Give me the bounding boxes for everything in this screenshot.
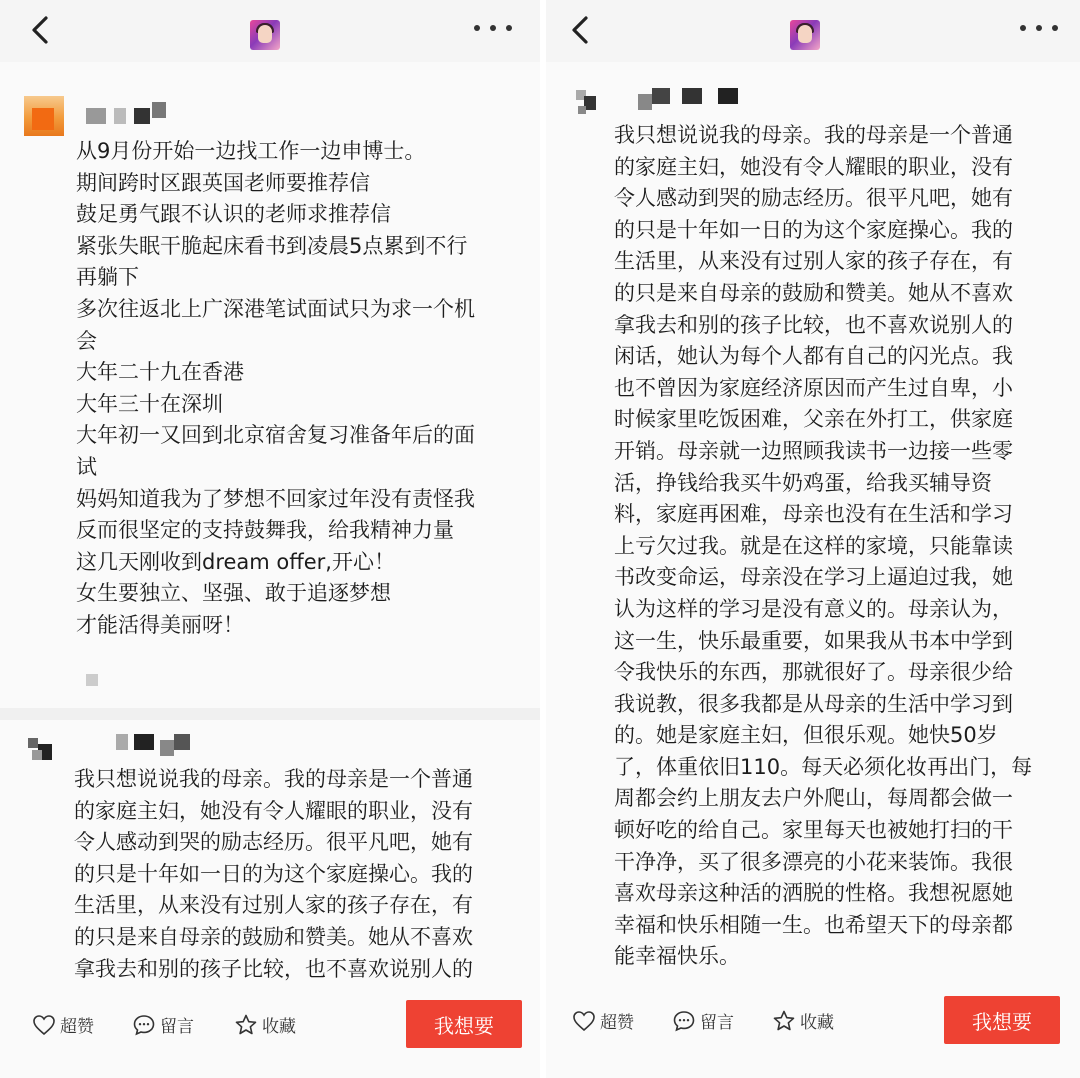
favorite-button[interactable] [234, 1012, 296, 1037]
heart-icon [32, 1013, 56, 1037]
comment-bubble-icon [672, 1009, 696, 1033]
username-masked [86, 108, 166, 124]
top-bar [0, 0, 540, 62]
right-screen [540, 0, 1080, 1078]
favorite-label: 收藏 [800, 1013, 834, 1033]
action-bar [0, 994, 540, 1054]
want-button[interactable] [944, 996, 1060, 1044]
action-bar [546, 990, 1080, 1050]
favorite-label: 收藏 [262, 1017, 296, 1037]
post-body: 我只想说说我的母亲。我的母亲是一个普通 的家庭主妇，她没有令人耀眼的职业，没有 令人感动到哭的励志经历。很平凡吧，她有 的只是十年如一日的为这个家庭操心。我的 生活里，从来没有过别人家的孩子存在，有 的只是来自母亲的鼓励和赞美。她从不喜欢 拿我去和别的孩子比较，也不喜欢说别人的 [74, 767, 473, 981]
back-arrow-icon[interactable] [562, 10, 602, 50]
comment-button[interactable] [672, 1008, 734, 1033]
post-body: 从9月份开始一边找工作一边申博士。 期间跨时区跟英国老师要推荐信 鼓足勇气跟不认识的老师求推荐信 紧张失眠干脆起床看书到凌晨5点累到不行 再躺下 多次往返北上广深港笔试面试只为求一个机 会 大年二十九在香港 大年三十在深圳 大年初一又回到北京宿舍复习准备年后的面 试 妈妈知道我为了梦想不回家过年没有责怪我 反而很坚定的支持鼓舞我，给我精神力量 这几天刚收到dream offer,开心！ 女生要独立、坚强、敢于追逐梦想 才能活得美丽呀！ [76, 139, 475, 637]
top-bar [546, 0, 1080, 62]
feed [546, 62, 1080, 1078]
back-arrow-icon[interactable] [22, 10, 62, 50]
username-masked [638, 88, 748, 104]
user-avatar[interactable] [574, 84, 602, 116]
like-button[interactable] [572, 1008, 634, 1033]
like-label: 超赞 [60, 1017, 94, 1037]
post-card [0, 720, 540, 990]
like-label: 超赞 [600, 1013, 634, 1033]
heart-icon [572, 1009, 596, 1033]
star-icon [772, 1009, 796, 1033]
want-button[interactable] [406, 1000, 522, 1048]
like-button[interactable] [32, 1012, 94, 1037]
divider [0, 708, 540, 720]
post-card [0, 62, 540, 702]
want-label: 我想要 [972, 1009, 1032, 1034]
user-avatar[interactable] [24, 96, 64, 136]
post-body: 我只想说说我的母亲。我的母亲是一个普通 的家庭主妇，她没有令人耀眼的职业，没有 令人感动到哭的励志经历。很平凡吧，她有 的只是十年如一日的为这个家庭操心。我的 生活里，从来没有过别人家的孩子存在，有 的只是来自母亲的鼓励和赞美。她从不喜欢 拿我去和别的孩子比较，也不喜欢说别人的 闲话，她认为每个人都有自己的闪光点。我 也不曾因为家庭经济原因而产生过自卑，小 时候家里吃饭困难，父亲在外打工，供家庭 开销。母亲就一边照顾我读书一边接一些零 活，挣钱给我买牛奶鸡蛋，给我买辅导资 料，家庭再困难，母亲也没有在生活和学习 上亏欠过我。就是在这样的家境，只能靠读 书改变命运，母亲没在学习上逼迫过我，她 认为这样的学习是没有意义的。母亲认为， 这一生，快乐最重要，如果我从书本中学到 令我快乐的东西，那就很好了。母亲很少给 我说教，很多我都是从母亲的生活中学习到 的。她是家庭主妇，但很乐观。她快50岁 了，体重依旧110。每天必须化妆再出门，每 周都会约上朋友去户外爬山，每周都会做一 顿好吃的给自己。家里每天也被她打扫的干 干净净，买了很多漂亮的小花来装饰。我很 喜欢母亲这种活的洒脱的性格。我想祝愿她 幸福和快乐相随一生。也希望天下的母亲都 能幸福快乐。 [614, 123, 1033, 969]
want-label: 我想要 [434, 1013, 494, 1038]
star-icon [234, 1013, 258, 1037]
post-card [546, 62, 1080, 982]
more-dots-icon[interactable] [474, 14, 512, 44]
comment-label: 留言 [700, 1013, 734, 1033]
image-placeholder [86, 674, 98, 686]
comment-button[interactable] [132, 1012, 194, 1037]
user-avatar[interactable] [28, 734, 60, 766]
favorite-button[interactable] [772, 1008, 834, 1033]
comment-label: 留言 [160, 1017, 194, 1037]
username-masked [116, 734, 196, 750]
comment-bubble-icon [132, 1013, 156, 1037]
more-dots-icon[interactable] [1020, 14, 1058, 44]
seller-avatar[interactable] [790, 20, 820, 50]
feed [0, 62, 540, 1078]
seller-avatar[interactable] [250, 20, 280, 50]
